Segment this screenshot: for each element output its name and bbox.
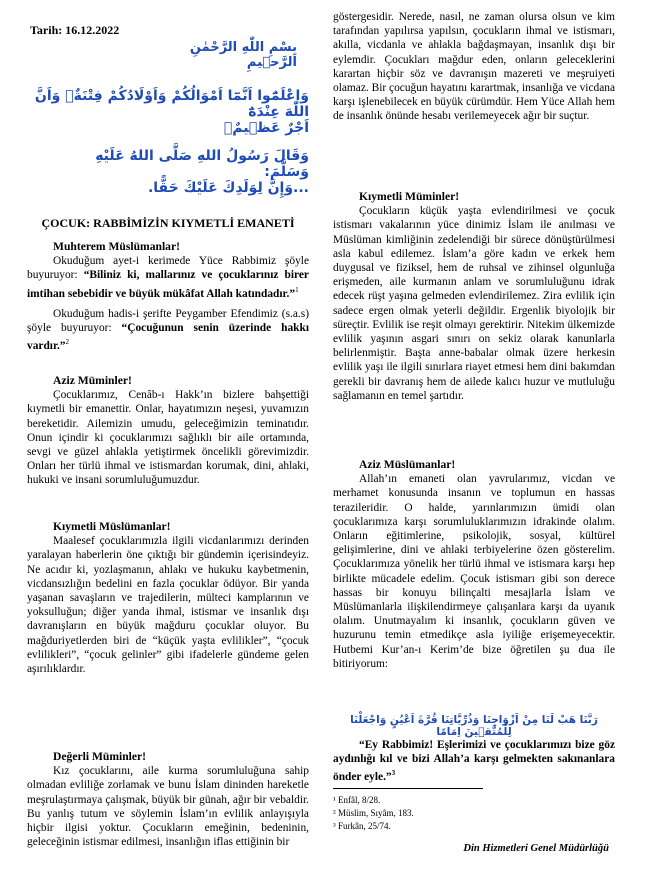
section-5 bbox=[333, 10, 615, 124]
paragraph-hadith-quote bbox=[27, 307, 309, 353]
paragraph-responsibility: Allah’ın emaneti olan yavrularımız, vicdan ve merhamet konusunda insanın ve toplumun en hassas terazileridir. O halde, yarınlarımızın ümidi olan çocuklarımıza karşı sorumluluklarımızın idrakinde olalım. Onların eğitimlerine, psikolojik, sosyal, kültürel gelişimlerine, dini ve ahlaki terbiyelerine özen gösterelim. Çocuklarımıza yönelik her türlü ihmal ve istismara karşı hep birlikte mücadele edelim. Çocuk istismarı gibi son derece hassas bir konuyu bilinçalti mesajlarla İslam ve Müslümanlarla ilişkilendirmeye çalışanlara karşı da uyanık olalım. Unutmayalım ki insanlık, çocukların güven ve huzurunu temin etmedikçe asla iyiliğe erişemeyecektir. Hutbemi Kur’an-ı Kerim’de bize öğretilen şu dua ile bitiriyorum: bbox=[333, 473, 615, 670]
section-2 bbox=[27, 374, 309, 488]
paragraph-children-trust: Çocuklarımız, Cenâb-ı Hakk’ın bizlere bahşettiği kıymetli bir emanettir. Onlar, hayatımızın neşesi, yuvamızın bereketidir. Ailemizin umudu, geleceğimizin teminatıdır. Onun içindir ki çocuklarımızı sağlıklı bir aile ortamında, sevgi ve güzel ahlakla yetiştirmek öncelikli görevimizdir. Onları her türlü ihmal ve istismardan korumak, dini, ahlaki, hukuki ve insani sorumluluğumuzdur. bbox=[27, 389, 309, 487]
footnote-divider bbox=[333, 788, 483, 789]
arabic-verse-line-1: وَاعْلَمُٓوا اَنَّمَٓا اَمْوَالُكُمْ وَاَوْلَادُكُمْ فِتْنَةٌۙ وَاَنَّ اللّٰهَ عِنْدَهُٓ bbox=[34, 88, 309, 120]
heading-kiymetli-muslumanlar: Kıymetli Müslümanlar! bbox=[53, 520, 171, 533]
verse-quote-text: “Biliniz ki, mallarınız ve çocuklarınız birer imtihan sebebidir ve büyük mükâfat Allah katındadır.” bbox=[27, 269, 309, 300]
prayer-translation-text: “Ey Rabbimiz! Eşlerimizi ve çocuklarımızı bize göz aydınlığı kıl ve bizi Allah’a karşı gelmekten sakınanlara önder eyle.” bbox=[333, 739, 615, 784]
section-7 bbox=[333, 458, 615, 671]
footnote-ref-3: 3 bbox=[391, 769, 396, 778]
paragraph-marriage-age: Çocukların küçük yaşta evlendirilmesi ve çocuk istismarı vakalarının yüce dinimiz İslam ile anılması ve Müslüman kimliğinin zedelendiği bir sürece dönüştürülmesi asla kabul edilemez. İslam’a göre kadın ve erkek hem duygusal ve fiziksel, hem de ruhsal ve zihinsel olgunluğa erişmeden, aile kurmanın anlam ve sorumluluğunu idrak edecek rüşt yaşına gelmeden evlendirilemez. Zira evlilik için sadece ergen olmak yeterli değildir. Ergenlik biyolojik bir süreçtir. Evlilik ise reşit olmayı gerektirir. Nitekim ülkemizde evlilik yaşının asgari sınırı on sekiz olarak kanunlarla belirlenmiştir. Başta anne-babalar olmak üzere herkesin evlilik yaşı ile ilgili sınırlara riayet etmesi hem dini bakımdan gerekli bir davranış hem de ailede kalıcı huzur ve mutluluğu sağlamanın en temel şartıdır. bbox=[333, 205, 615, 402]
paragraph-forced-marriage: Kız çocuklarını, aile kurma sorumluluğuna sahip olmadan evliliğe zorlamak ve bunu İslam dininden hareketle meşrulaştırmaya çalışmak, büyük bir günah, ağır bir vebaldir. Bu yanlış tutum ve söylemin İslam’ın evlilik anlayışıyla hiçbir ilgisi yoktur. Çocukların emeğinin, bedeninin, geleceğinin istismar edilmesi, insanlığın iflas ettiğinin bir bbox=[27, 765, 309, 849]
section-3 bbox=[27, 520, 309, 676]
arabic-hadith-intro: وَقَالَ رَسُولُ اللهِ صَلَّى اللهُ عَلَيْهِ وَسَلَّمَ: bbox=[95, 148, 309, 180]
signature: Din Hizmetleri Genel Müdürlüğü bbox=[463, 843, 609, 854]
arabic-verse-line-2: اَجْرٌ عَظ۪يمٌ۟ bbox=[223, 120, 309, 136]
section-1 bbox=[27, 240, 309, 353]
paragraph-news-agenda: Maalesef çocuklarımızla ilgili vicdanlarımızı derinden yaralayan haberlerin öne çıktığı bir gündemin içerisindeyiz. Ne acıdır ki, yozlaşmanın, ahlakı ve hukuku kaybetmenin, vicdansızlığın bedelini en fazla çocuklar ödüyor. Bir yanda yaşanan savaşların ve trajedilerin, mülteci kamplarının ve yoksulluğun; diğer yanda ihmal, istismar ve insanlık dışı davranışların en büyük mağduru çocuklar oluyor. Bu mağduriyetlerden biri de “küçük yaşta evlilikler”, “çocuk evlilikleri”, “çocuk gelinler” gibi ifadelerle gündeme gelen aşırılıklardır. bbox=[27, 535, 309, 676]
heading-aziz-mu-minler: Aziz Müminler! bbox=[53, 374, 132, 387]
prayer-translation-block bbox=[333, 738, 615, 784]
heading-degerli-muminler: Değerli Müminler! bbox=[53, 750, 147, 763]
footnote-ref-2: 2 bbox=[65, 338, 69, 347]
basmala-calligraphy: بِسْمِ اللّٰهِ الرَّحْمٰنِ الرَّح۪يمِ bbox=[189, 40, 297, 70]
heading-kiymetli-muminler: Kıymetli Müminler! bbox=[359, 190, 460, 203]
footnote-3: ³ Furkân, 25/74. bbox=[333, 821, 391, 831]
footnote-2: ² Müslim, Sıyâm, 183. bbox=[333, 808, 414, 818]
section-6 bbox=[333, 190, 615, 403]
section-4 bbox=[27, 750, 309, 849]
paragraph-abuse-crime: göstergesidir. Nerede, nasıl, ne zaman olursa olsun ve kim tarafından yapılırsa yapılsın, çocukların ihmal ve istismarı, akılla, vicdanla ve ahlakla bağdaşmayan, insanlık dışı bir eylemdir. Çocukları mağdur eden, onların geleceklerini karartan hiçbir söz ve davranışın mazereti ve meşruiyeti olamaz. Bir çocuğun hayatını karartmak, insanlığa ve vicdana karşı işlenebilecek en büyük cürümdür. Hem Yüce Allah hem de insanlık önünde hesabı verilemeyecek ağır bir suçtur. bbox=[333, 11, 615, 123]
verse-intro-text: Okuduğum ayet-i kerimede Yüce Rabbimiz şöyle buyuruyor: bbox=[27, 255, 309, 282]
heading-aziz-muslumanlar: Aziz Müslümanlar! bbox=[359, 458, 456, 471]
heading-muhterem: Muhterem Müslümanlar! bbox=[53, 240, 180, 253]
paragraph-verse-quote bbox=[27, 254, 309, 300]
hadith-intro-text: Okuduğum hadis-i şerifte Peygamber Efendimiz (s.a.s) şöyle buyuruyor: bbox=[27, 307, 309, 334]
footnote-1: ¹ Enfâl, 8/28. bbox=[333, 795, 381, 805]
arabic-prayer: رَبَّنَا هَبْ لَنَا مِنْ اَزْوَاجِنَا وَذُرِّيَّاتِنَا قُرَّةَ اَعْيُنٍ وَاجْعَلْنَا لِلْمُتَّق۪ينَ اِمَامًا bbox=[350, 714, 598, 738]
footnote-ref-1: 1 bbox=[295, 285, 299, 294]
date-label: Tarih: 16.12.2022 bbox=[30, 23, 120, 37]
arabic-hadith: ...وَإِنَّ لِوَلَدِكَ عَلَيْكَ حَقًّا. bbox=[147, 180, 309, 196]
prayer-translation bbox=[333, 738, 615, 784]
hadith-quote-text: “Çocuğunun senin üzerinde hakkı vardır.” bbox=[27, 321, 309, 352]
sermon-title: ÇOCUK: RABBİMİZİN KIYMETLİ EMANETİ bbox=[41, 216, 295, 230]
